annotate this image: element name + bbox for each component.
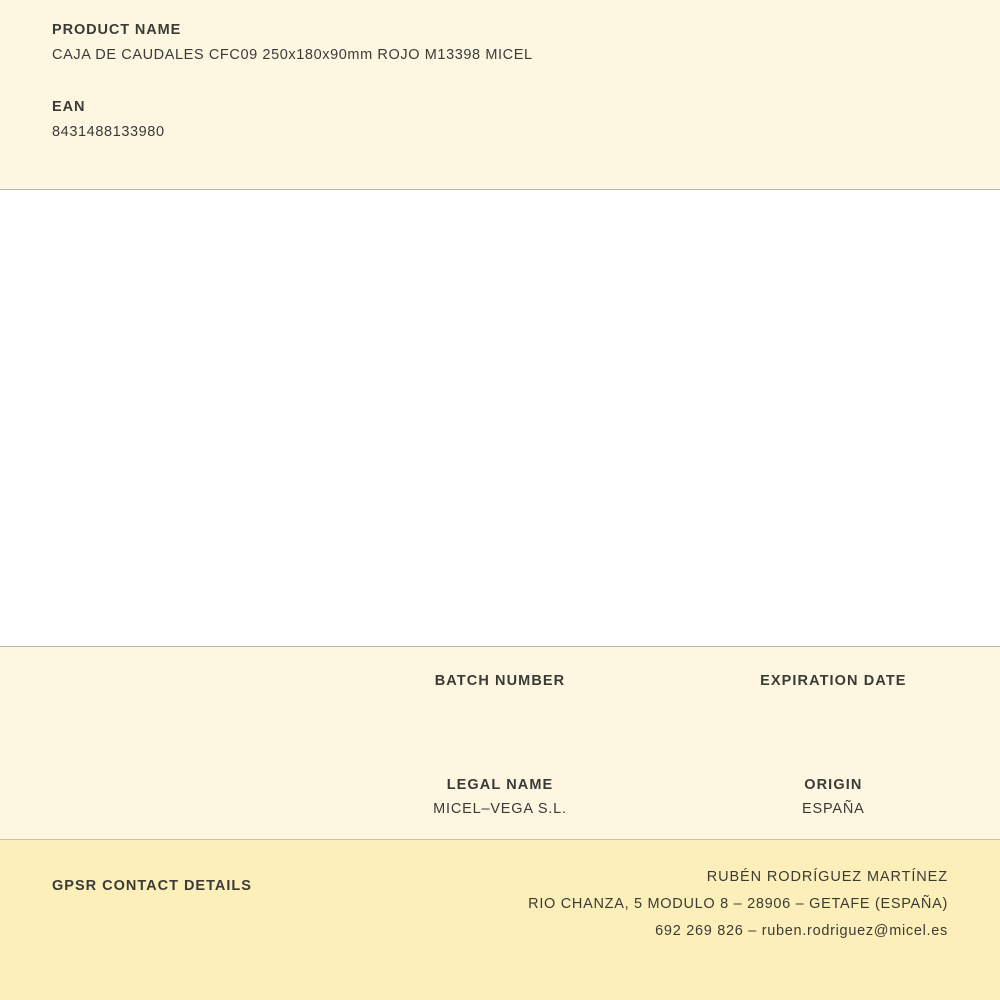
traceability-row-legal — [0, 777, 1000, 819]
gpsr-contact-block — [0, 840, 1000, 1000]
legal-name-label: LEGAL NAME — [446, 777, 554, 793]
gpsr-contact-name: RUBÉN RODRÍGUEZ MARTÍNEZ — [706, 869, 948, 885]
product-identification-block — [0, 0, 1000, 190]
gpsr-title: GPSR CONTACT DETAILS — [52, 878, 252, 894]
ean-field — [52, 99, 948, 140]
traceability-spacer-left-2 — [0, 777, 333, 819]
product-name-value: CAJA DE CAUDALES CFC09 250x180x90mm ROJO M13398 MICEL — [52, 47, 533, 63]
expiration-date-field — [667, 673, 1000, 715]
traceability-block — [0, 647, 1000, 840]
legal-name-value: MICEL–VEGA S.L. — [433, 801, 567, 817]
gpsr-contact-address: RIO CHANZA, 5 MODULO 8 – 28906 – GETAFE (ESPAÑA) — [528, 896, 948, 912]
product-image-area — [0, 190, 1000, 647]
legal-name-field — [333, 777, 666, 819]
batch-number-field — [333, 673, 666, 715]
ean-label: EAN — [52, 99, 86, 115]
expiration-date-value — [677, 697, 990, 715]
product-name-label: PRODUCT NAME — [52, 22, 182, 38]
batch-number-value — [343, 697, 656, 715]
traceability-spacer-left — [0, 673, 333, 715]
product-name-field — [52, 22, 948, 63]
traceability-row-batch — [0, 673, 1000, 715]
ean-value: 8431488133980 — [52, 124, 165, 140]
gpsr-details — [528, 864, 948, 945]
origin-value: ESPAÑA — [802, 801, 865, 817]
gpsr-contact-phone-email: 692 269 826 – ruben.rodriguez@micel.es — [655, 923, 948, 939]
batch-number-label: BATCH NUMBER — [434, 673, 566, 689]
origin-label: ORIGIN — [804, 777, 863, 793]
origin-field — [667, 777, 1000, 819]
expiration-date-label: EXPIRATION DATE — [760, 673, 907, 689]
